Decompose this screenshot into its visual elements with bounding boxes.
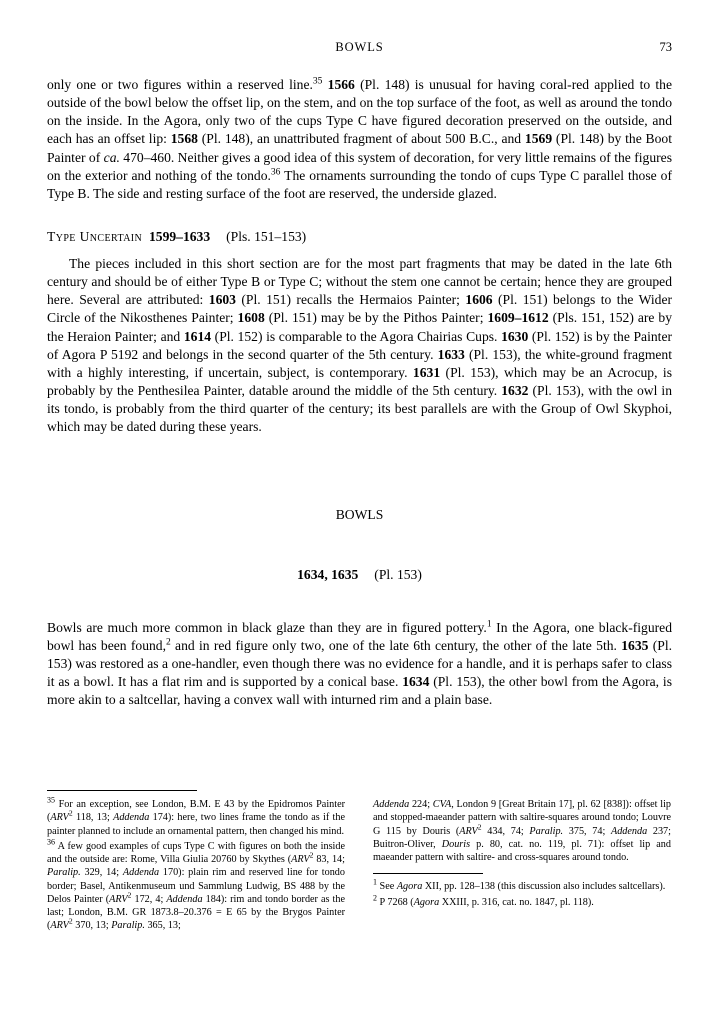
- catalog-number-1569: 1569: [524, 131, 553, 147]
- fn36-sup1: 2: [309, 850, 314, 860]
- fn1-t2: XII, pp. 128–138 (this discussion also includes saltcellars).: [422, 881, 666, 893]
- fn2-t1: P 7268 (: [377, 896, 414, 908]
- p1-t8: The ornaments surrounding the tondo of cups Type C parallel those of Type B. The side and resting surface of the foot are reserved, the underside glazed.: [47, 167, 672, 201]
- p2-t7: (Pl. 152) is by the Painter of Agora P 5192 and belongs in the second quarter of the 5th century.: [47, 328, 672, 362]
- fn36-t2: 83, 14;: [313, 854, 345, 865]
- fn36c-i4: Paralip.: [529, 825, 564, 837]
- fn36c-i6: Douris: [441, 838, 471, 850]
- p2-t9: (Pl. 153), which may be an Acrocup, is probably by the Penthesilea Painter, datable around the middle of the 5th century.: [47, 364, 672, 398]
- paragraph-3: [47, 619, 672, 710]
- p2-t8: (Pl. 153), the white-ground fragment with a highly interesting, if uncertain, subject, is contemporary.: [47, 346, 673, 380]
- footnote-column-left: [47, 795, 346, 935]
- fn36-t3: 329, 14;: [80, 867, 123, 879]
- page-content: [47, 40, 672, 709]
- footnote-ref-35: 35: [312, 76, 323, 87]
- p3-t1: Bowls are much more common in black glaze than they are in figured pottery.: [47, 619, 487, 635]
- fn36c-i5: Addenda: [610, 825, 648, 837]
- p1-t1: only one or two figures within a reserved line.: [47, 77, 313, 92]
- footnote-36: [47, 837, 345, 933]
- bc-label: B.C.: [469, 131, 495, 147]
- catalog-number-1608: 1608: [237, 310, 265, 326]
- fn36-t8: 365, 13;: [144, 920, 181, 932]
- catalog-number-1609-1612: 1609–1612: [487, 310, 549, 326]
- section-catalog-range: 1599–1633: [148, 228, 211, 244]
- fn36c-t1: 224;: [409, 799, 433, 810]
- bowls-catalog-numbers: 1634, 1635: [297, 567, 359, 583]
- footnote-divider-lower: [373, 873, 483, 874]
- catalog-number-1632: 1632: [501, 382, 529, 398]
- footnote-columns: [47, 795, 672, 935]
- p3-t4: (Pl. 153) was restored as a one-handler, even though there was no evidence for a handle, and it is perhaps safer to class it as a bowl. It has a flat rim and is supported by a conical base.: [47, 637, 672, 690]
- p2-t1: The pieces included in this short section are for the most part fragments that may be dated in the late 6th century and should be of either Type B or Type C; without the stem one cannot be certain; hence they are grouped here. Several are attributed:: [47, 255, 672, 308]
- p2-t2: (Pl. 151) recalls the Hermaios Painter;: [235, 292, 466, 308]
- fn35-i1: ARV: [50, 812, 69, 824]
- fn36c-i3: ARV: [459, 825, 478, 837]
- fn35-t2: 118, 13;: [72, 812, 114, 824]
- spacer: [47, 597, 672, 619]
- p1-t3: (Pl. 148) is unusual for having coral-red applied to the outside of the bowl below the offset lip, on the stem, and on the top surface of the foot, as well as around the tondo on the inside. In the Agora, only two of the cups Type C have figured decoration preserved on the outside, and each has an offset lip:: [47, 77, 672, 147]
- fn36c-t2: , London 9 [Great Britain 17], pl. 62 [838]): offset lip and stopped-maeander pattern with saltire-squares around tondo; Louvre G 115 by Douris (: [373, 799, 671, 837]
- fn36c-i2: CVA: [432, 799, 452, 810]
- page-number: 73: [659, 40, 672, 54]
- fn36c-t3: 434, 74;: [481, 825, 530, 837]
- p2-t10: (Pl. 153), with the owl in its tondo, is probably from the third quarter of the century; its best parallels are with the Group of Owl Skyphoi, which may be dated during these years.: [47, 382, 672, 435]
- catalog-number-1635: 1635: [621, 637, 649, 653]
- fn36c-sup1: 2: [477, 822, 482, 832]
- fn36-sup2: 2: [127, 890, 132, 900]
- catalog-number-1606: 1606: [465, 292, 493, 308]
- section-heading-type-uncertain: [47, 229, 672, 245]
- ca-label: ca.: [103, 149, 120, 165]
- footnote-divider: [47, 790, 197, 791]
- spacer: [47, 203, 672, 229]
- p1-t6: (Pl. 148) by the Boot Painter of: [47, 131, 672, 165]
- bowls-section-heading: BOWLS: [335, 506, 384, 522]
- catalog-number-1633: 1633: [437, 346, 465, 362]
- spacer: [47, 245, 672, 255]
- fn35-t1: For an exception, see London, B.M. E 43 by the Epidromos Painter (: [47, 799, 345, 824]
- fn36-i1: ARV: [291, 854, 310, 865]
- p3-t5: (Pl. 153), the other bowl from the Agora, is more akin to a saltcellar, having a convex wall with inturned rim and a plain base.: [47, 674, 672, 708]
- catalog-number-1566: 1566: [327, 77, 355, 92]
- fn35-sup1: 2: [68, 808, 73, 818]
- spacer: [47, 436, 672, 493]
- p1-t7: 470–460. Neither gives a good idea of this system of decoration, for very little remains of the figures on the exterior and nothing of the tondo.: [47, 149, 672, 183]
- footnote-column-right: [373, 798, 671, 935]
- footnote-marker-36: 36: [47, 837, 55, 847]
- fn36-i7: Paralip.: [111, 920, 145, 932]
- footnote-ref-2: 2: [166, 637, 171, 648]
- bowls-plates: (Pl. 153): [374, 567, 422, 583]
- footnote-ref-1: 1: [486, 619, 492, 630]
- paragraph-1: [47, 76, 672, 203]
- catalog-number-1603: 1603: [208, 292, 236, 308]
- p2-t4: (Pl. 151) may be by the Pithos Painter;: [264, 310, 488, 326]
- footnote-marker-35: 35: [47, 795, 55, 805]
- fn36-t5: 172, 4;: [131, 893, 167, 905]
- fn1-i1: Agora: [396, 881, 423, 893]
- fn35-i2: Addenda: [113, 812, 150, 824]
- footnote-1: [373, 877, 671, 893]
- page-header: [47, 40, 672, 60]
- footnote-35: [47, 795, 346, 838]
- fn36-i6: ARV: [50, 920, 69, 932]
- p2-t3: (Pl. 151) belongs to the Wider Circle of the Nikosthenes Painter;: [47, 292, 673, 326]
- footnotes-area: [47, 790, 672, 935]
- catalog-number-1614: 1614: [183, 328, 212, 344]
- fn36-sup3: 2: [68, 916, 73, 926]
- p1-t4: (Pl. 148), an unattributed fragment of about 500: [197, 131, 470, 147]
- catalog-number-1630: 1630: [501, 328, 529, 344]
- fn36-t7: 370, 13;: [72, 920, 112, 932]
- fn36c-t5: 237; Buitron-Oliver,: [373, 825, 671, 850]
- p3-t3: and in red figure only two, one of the late 6th century, the other of the late 5th.: [170, 637, 622, 653]
- p2-t5: (Pls. 151, 152) are by the Heraion Painter; and: [47, 310, 672, 344]
- bowls-catalog-line: [47, 567, 672, 583]
- fn36-t4: 170): plain rim and reserved line for tondo border; Basel, Antikenmuseum und Sammlung Ludwig, BS 488 by the Delos Painter (: [47, 867, 345, 905]
- fn36c-t6: p. 80, cat. no. 119, pl. 71): offset lip and maeander pattern with saltire- and cross-squares around tondo.: [373, 838, 671, 863]
- fn36-i3: Addenda: [122, 867, 160, 879]
- fn36-i4: ARV: [109, 893, 128, 905]
- fn2-i1: Agora: [413, 896, 440, 908]
- footnote-ref-36: 36: [270, 167, 281, 178]
- p2-t6: (Pl. 152) is comparable to the Agora Chairias Cups.: [211, 328, 502, 344]
- fn36-t1: A few good examples of cups Type C with figures on both the inside and the outside are: Rome, Villa Giulia 20760 by Skythes (: [47, 840, 345, 865]
- fn35-t3: 174): here, two lines frame the tondo as if the painter planned to include an ornamental pattern, then changed his mind.: [47, 812, 346, 837]
- fn2-t2: XXIII, p. 316, cat. no. 1847, pl. 118).: [439, 896, 594, 908]
- p1-t5: , and: [494, 131, 525, 147]
- catalog-number-1634: 1634: [402, 674, 430, 690]
- p3-t2: In the Agora, one black-figured bowl has been found,: [47, 619, 672, 653]
- fn36c-t4: 375, 74;: [563, 825, 611, 837]
- fn36-i2: Paralip.: [47, 867, 81, 879]
- section-title: Type Uncertain: [47, 228, 143, 244]
- footnote-36-continued: [373, 798, 671, 864]
- spacer: [47, 537, 672, 554]
- running-head: BOWLS: [335, 40, 384, 54]
- catalog-number-1631: 1631: [412, 364, 441, 380]
- catalog-number-1568: 1568: [170, 131, 198, 147]
- section-plates: (Pls. 151–153): [226, 228, 307, 244]
- fn36c-i1: Addenda: [373, 799, 410, 810]
- footnote-marker-1: 1: [373, 877, 377, 887]
- fn1-t1: See: [377, 881, 397, 893]
- paragraph-2: [47, 255, 672, 436]
- fn36-i5: Addenda: [166, 893, 203, 905]
- footnote-marker-2: 2: [373, 893, 377, 903]
- footnote-2: [373, 893, 671, 909]
- fn36-t6: 184): rim and tondo border as the last; London, B.M. GR 1873.8–20.376 = E 65 by the Brygos Painter (: [47, 893, 345, 932]
